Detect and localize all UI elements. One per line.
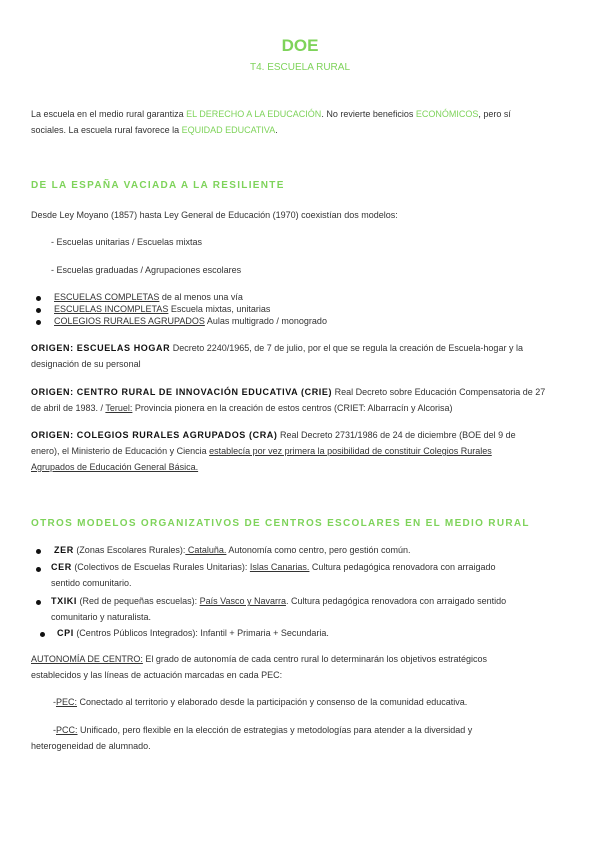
intro-paragraph	[31, 106, 576, 138]
school-type-incompletas: ESCUELAS INCOMPLETAS Escuela mixtas, unitarias	[54, 304, 271, 314]
pcc-paragraph: -PCC: Unificado, pero flexible en la elección de estrategias y metodologías para atender a la diversidad y heterogeneidad de alumnado.	[31, 725, 473, 751]
school-type-cra: COLEGIOS RURALES AGRUPADOS Aulas multigrado / monogrado	[54, 316, 327, 326]
bullet-icon	[36, 320, 41, 325]
intro-line-1: La escuela en el medio rural garantiza EL DERECHO A LA EDUCACIÓN. No revierte beneficios ECONÓMICOS, pero sí	[31, 109, 511, 119]
page-subtitle: T4. ESCUELA RURAL	[249, 62, 351, 73]
section-heading-otros-modelos: OTROS MODELOS ORGANIZATIVOS DE CENTROS ESCOLARES EN EL MEDIO RURAL	[31, 518, 530, 529]
autonomia-paragraph: AUTONOMÍA DE CENTRO: El grado de autonomía de cada centro rural lo determinarán los objetivos estratégicos establecidos y las líneas de actuación marcadas en cada PEC:	[31, 654, 488, 680]
bullet-icon	[36, 567, 41, 572]
highlight-equidad: EQUIDAD EDUCATIVA	[181, 125, 276, 135]
bullet-icon	[36, 549, 41, 554]
origen-crie: ORIGEN: CENTRO RURAL DE INNOVACIÓN EDUCATIVA (CRIE) Real Decreto sobre Educación Compensatoria de 27 de abril de 1983. / Teruel: Provincia pionera en la creación de estos centros (CRIET: Albarracín y Alcorisa)	[31, 387, 546, 413]
intro-line-2: sociales. La escuela rural favorece la EQUIDAD EDUCATIVA.	[31, 125, 278, 135]
model-item-1: - Escuelas unitarias / Escuelas mixtas	[51, 237, 203, 247]
highlight-economicos: ECONÓMICOS	[415, 109, 479, 119]
model-zer: ZER (Zonas Escolares Rurales): Cataluña. Autonomía como centro, pero gestión común.	[54, 545, 411, 555]
origen-cra: ORIGEN: COLEGIOS RURALES AGRUPADOS (CRA) Real Decreto 2731/1986 de 24 de diciembre (BOE del 9 de enero), el Ministerio de Educación y Ciencia establecía por vez primera la posibilidad de constituir Colegios Rurales Agrupados de Educación General Básica.	[31, 430, 516, 472]
model-cpi: CPI (Centros Públicos Integrados): Infantil + Primaria + Secundaria.	[57, 628, 329, 638]
bullet-icon	[36, 600, 41, 605]
bullet-icon	[36, 296, 41, 301]
model-txiki: TXIKI (Red de pequeñas escuelas): País Vasco y Navarra. Cultura pedagógica renovadora con arraigado sentido comunitario y naturalista.	[51, 596, 507, 622]
section1-intro: Desde Ley Moyano (1857) hasta Ley General de Educación (1970) coexistían dos modelos:	[31, 210, 398, 220]
model-cer: CER (Colectivos de Escuelas Rurales Unitarias): Islas Canarias. Cultura pedagógica renovadora con arraigado sentido comunitario.	[51, 562, 496, 588]
model-item-2: - Escuelas graduadas / Agrupaciones escolares	[51, 265, 242, 275]
origen-escuelas-hogar: ORIGEN: ESCUELAS HOGAR Decreto 2240/1965, de 7 de julio, por el que se regula la creación de Escuela-hogar y la designación de su personal	[31, 343, 523, 369]
page-title: DOE	[281, 36, 319, 55]
section-heading-espana: DE LA ESPAÑA VACIADA A LA RESILIENTE	[31, 180, 285, 191]
pec-paragraph: -PEC: Conectado al territorio y elaborado desde la participación y consenso de la comunidad educativa.	[53, 697, 468, 707]
bullet-icon	[40, 632, 45, 637]
highlight-derecho: EL DERECHO A LA EDUCACIÓN	[186, 109, 322, 119]
bullet-icon	[36, 308, 41, 313]
school-type-completas: ESCUELAS COMPLETAS de al menos una vía	[54, 292, 243, 302]
